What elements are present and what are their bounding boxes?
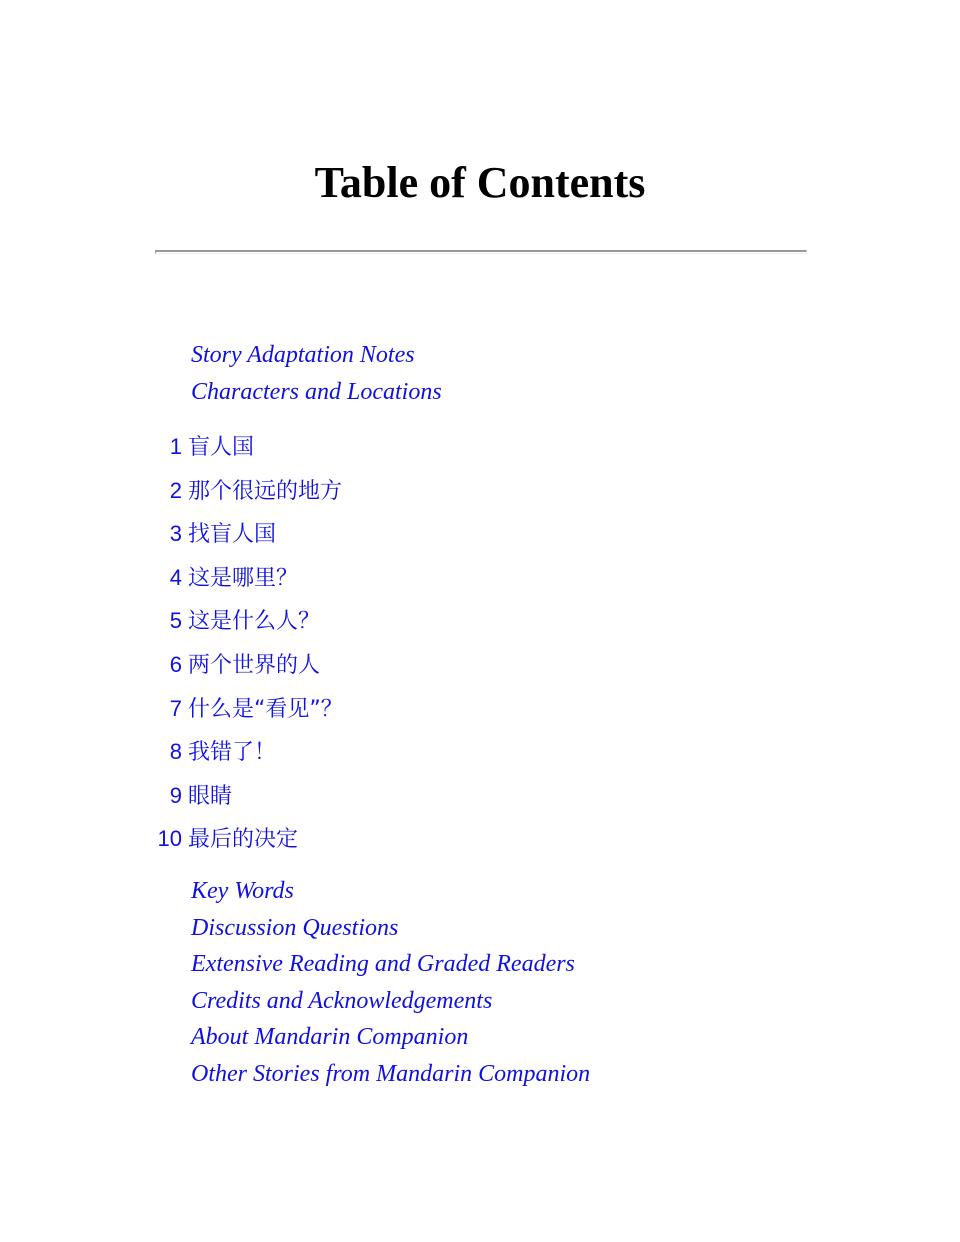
toc-link-chapter-6[interactable]: [155, 643, 805, 687]
toc-link-chapter-7[interactable]: [155, 687, 805, 731]
front-matter-list: [155, 337, 805, 410]
chapter-title: 这是什么人？: [188, 609, 321, 635]
chapter-title: 那个很远的地方: [188, 478, 343, 504]
chapter-title: 两个世界的人: [188, 652, 321, 678]
toc-link-characters-and-locations[interactable]: Characters and Locations: [191, 378, 442, 405]
toc-link-about-mandarin-companion[interactable]: About Mandarin Companion: [191, 1024, 469, 1050]
toc-link-chapter-9[interactable]: [155, 774, 805, 818]
toc-link-chapter-10[interactable]: [155, 817, 805, 861]
chapter-number: 10: [157, 826, 182, 852]
chapter-title: 这是哪里？: [188, 565, 299, 591]
chapter-title: 找盲人国: [188, 522, 277, 548]
toc-link-story-adaptation-notes[interactable]: Story Adaptation Notes: [191, 342, 415, 368]
toc-link-chapter-8[interactable]: [155, 730, 805, 774]
toc-link-chapter-1[interactable]: [155, 425, 805, 469]
toc-link-chapter-3[interactable]: [155, 512, 805, 556]
chapter-title: 最后的决定: [188, 827, 299, 853]
chapter-number: 9: [169, 782, 182, 808]
chapter-list: [155, 425, 805, 861]
chapter-number: 1: [169, 434, 182, 459]
title-divider: [155, 250, 807, 254]
chapter-title: 我错了！: [188, 740, 277, 766]
chapter-title: 盲人国: [188, 435, 255, 460]
toc-link-other-stories[interactable]: Other Stories from Mandarin Companion: [191, 1060, 591, 1087]
toc-link-key-words[interactable]: Key Words: [191, 878, 294, 904]
chapter-number: 6: [169, 651, 182, 677]
back-matter-list: [155, 873, 805, 1092]
chapter-number: 4: [169, 564, 182, 590]
toc-link-chapter-2[interactable]: [155, 469, 805, 513]
chapter-number: 3: [169, 521, 182, 547]
toc-link-credits[interactable]: Credits and Acknowledgements: [191, 987, 493, 1014]
chapter-number: 8: [169, 739, 182, 765]
chapter-title: 眼睛: [188, 783, 233, 809]
toc-link-chapter-5[interactable]: [155, 599, 805, 643]
chapter-title: 什么是“看见”？: [188, 696, 343, 722]
page-title: Table of Contents: [314, 158, 646, 207]
toc-link-extensive-reading[interactable]: Extensive Reading and Graded Readers: [191, 951, 575, 977]
chapter-number: 5: [169, 608, 182, 634]
chapter-number: 2: [169, 477, 182, 503]
chapter-number: 7: [169, 695, 182, 721]
toc-link-discussion-questions[interactable]: Discussion Questions: [191, 914, 399, 941]
toc-link-chapter-4[interactable]: [155, 556, 805, 600]
